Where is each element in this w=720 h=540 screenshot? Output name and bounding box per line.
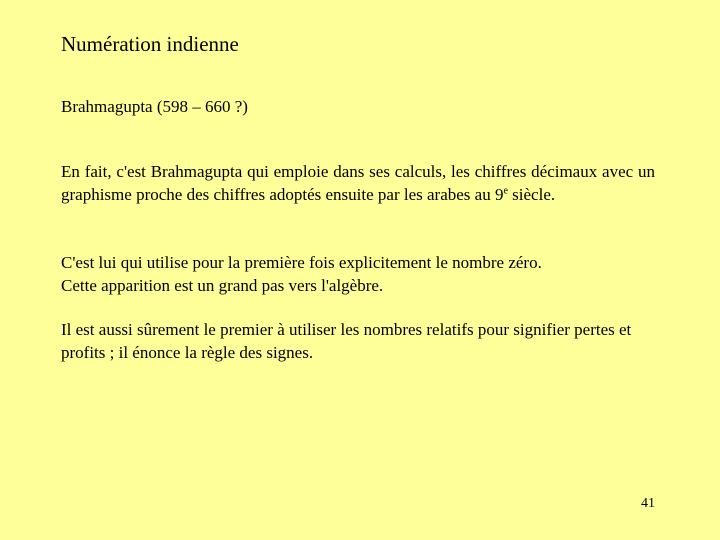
paragraph-decimal-digits (61, 160, 655, 206)
paragraph-zero-line-2: Cette apparition est un grand pas vers l'algèbre. (61, 276, 384, 295)
paragraph-zero (61, 251, 661, 297)
page-number: 41 (641, 496, 655, 511)
paragraph-relative-numbers: Il est aussi sûrement le premier à utiliser les nombres relatifs pour signifier pertes et profits ; il énonce la règle des signes. (61, 320, 632, 362)
century-superscript: e (503, 185, 508, 197)
paragraph-decimal-digits-text: En fait, c'est Brahmagupta qui emploie dans ses calculs, les chiffres décimaux avec un graphisme proche des chiffres adoptés ensuite par les arabes au 9 (61, 162, 655, 204)
paragraph-decimal-digits-end: siècle. (507, 185, 556, 204)
paragraph-zero-line-1: C'est lui qui utilise pour la première fois explicitement le nombre zéro. (61, 253, 542, 272)
slide-title: Numération indienne (61, 32, 239, 56)
slide-subtitle: Brahmagupta (598 – 660 ?) (61, 97, 248, 116)
